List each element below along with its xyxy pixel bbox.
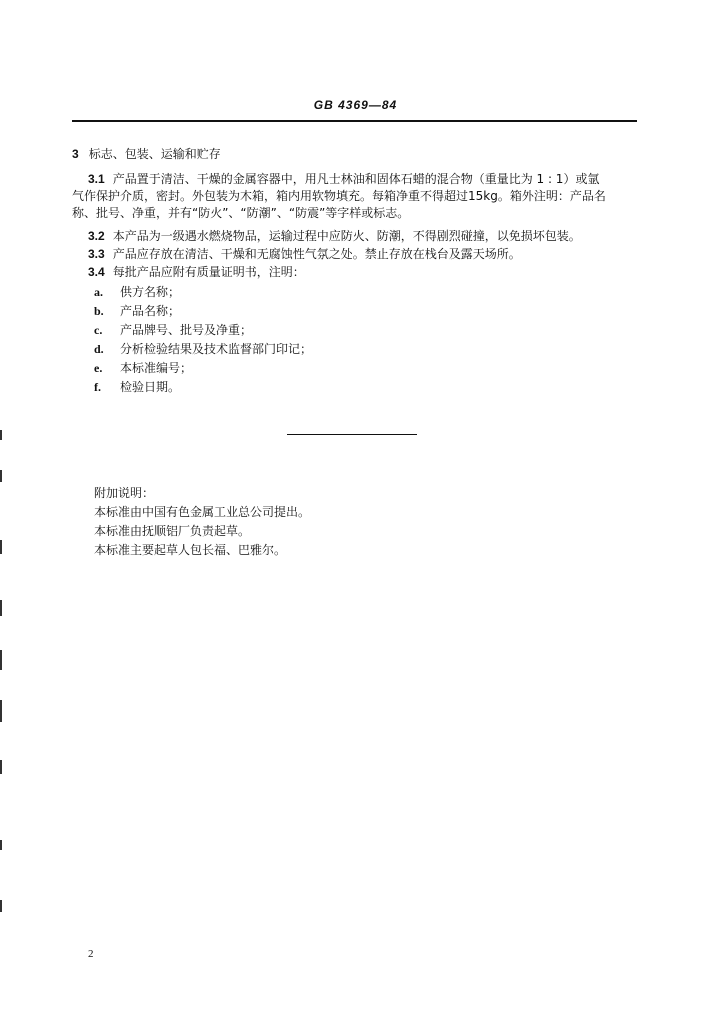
item-text: 分析检验结果及技术监督部门印记；	[120, 342, 313, 356]
scan-mark	[0, 430, 2, 440]
list-item	[94, 359, 312, 378]
notes-title: 附加说明：	[94, 486, 155, 500]
certificate-item-list	[94, 283, 312, 397]
item-letter: b.	[94, 304, 104, 318]
notes-line: 本标准由中国有色金属工业总公司提出。	[94, 505, 311, 519]
item-letter: f.	[94, 380, 101, 394]
paragraph-line: 气作保护介质，密封。外包装为木箱，箱内用软物填充。每箱净重不得超过15kg。箱外注明：产品名	[72, 189, 606, 203]
item-text: 产品名称；	[120, 304, 181, 318]
scan-mark	[0, 900, 2, 912]
paragraph-3-2	[72, 228, 653, 245]
paragraph-number: 3.4	[88, 265, 105, 279]
paragraph-line	[72, 171, 637, 188]
list-item	[94, 340, 312, 359]
section-heading	[72, 145, 221, 162]
notes-line: 本标准主要起草人包长福、巴雅尔。	[94, 543, 287, 557]
paragraph-number: 3.1	[88, 172, 105, 186]
paragraph-text: 产品置于清洁、干燥的金属容器中，用凡士林油和固体石蜡的混合物（重量比为 1 : 1）或氩	[112, 172, 600, 186]
item-letter: c.	[94, 323, 103, 337]
item-letter: e.	[94, 361, 103, 375]
paragraph-3-4	[72, 264, 653, 281]
item-letter: a.	[94, 285, 103, 299]
scan-mark	[0, 650, 2, 670]
header-rule	[72, 120, 637, 122]
page-number: 2	[88, 948, 94, 960]
item-text: 供方名称；	[120, 285, 181, 299]
section-title: 标志、包装、运输和贮存	[88, 147, 221, 161]
additional-notes	[94, 484, 310, 560]
paragraph-number: 3.2	[88, 229, 105, 243]
list-item	[94, 283, 312, 302]
item-text: 产品牌号、批号及净重；	[120, 323, 253, 337]
section-number: 3	[72, 147, 79, 161]
paragraph-text: 每批产品应附有质量证明书，注明：	[112, 265, 305, 279]
paragraph-3-3	[72, 246, 653, 263]
item-letter: d.	[94, 342, 104, 356]
item-text: 本标准编号；	[120, 361, 193, 375]
paragraph-text: 产品应存放在清洁、干燥和无腐蚀性气氛之处。禁止存放在栈台及露天场所。	[112, 247, 521, 261]
list-item	[94, 302, 312, 321]
paragraph-text: 本产品为一级遇水燃烧物品，运输过程中应防火、防潮，不得剧烈碰撞，以免损坏包装。	[112, 229, 581, 243]
list-item	[94, 321, 312, 340]
scan-mark	[0, 600, 2, 616]
notes-line: 本标准由抚顺铝厂负责起草。	[94, 524, 251, 538]
scan-mark	[0, 840, 2, 850]
scan-mark	[0, 470, 2, 482]
scan-mark	[0, 540, 2, 554]
scan-mark	[0, 700, 2, 722]
paragraph-number: 3.3	[88, 247, 105, 261]
paragraph-3-1	[72, 171, 637, 222]
scan-mark	[0, 760, 2, 774]
section-end-rule	[287, 434, 417, 435]
standard-code-header: GB 4369—84	[313, 98, 398, 112]
item-text: 检验日期。	[120, 380, 181, 394]
paragraph-line: 称、批号、净重，并有“防火”、“防潮”、“防震”等字样或标志。	[72, 206, 410, 220]
list-item	[94, 378, 312, 397]
